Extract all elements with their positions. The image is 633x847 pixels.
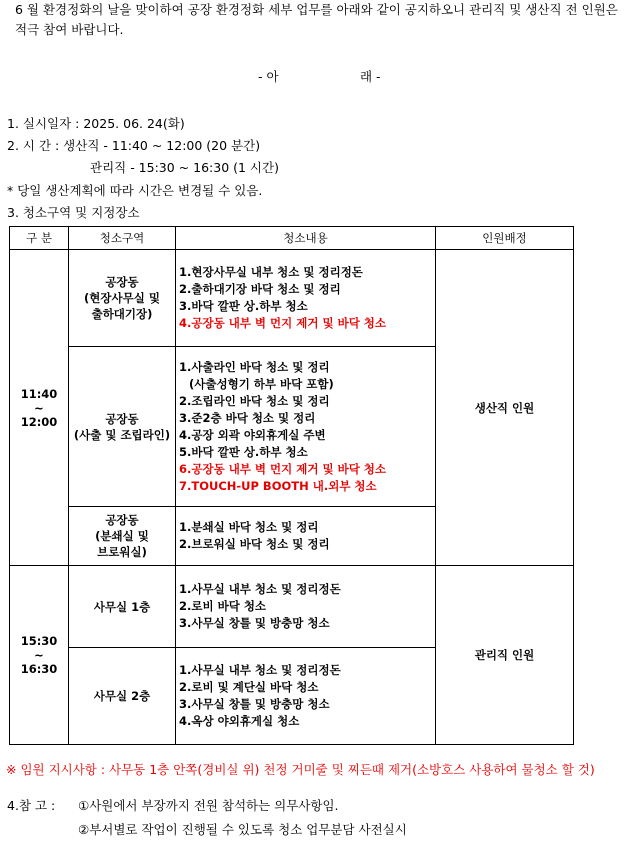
heading-right: 래 - xyxy=(360,69,381,84)
time-cell-production: 11:40 ~ 12:00 xyxy=(10,250,69,566)
item-zones-title: 3. 청소구역 및 지정장소 xyxy=(7,205,140,220)
header-content: 청소내용 xyxy=(176,227,436,250)
intro-paragraph: 6 월 환경정화의 날을 맞이하여 공장 환경정화 세부 업무를 아래와 같이 공지하오니 관리직 및 생산직 전 인원은 적극 참여 바랍니다. xyxy=(15,2,618,37)
zone-cell: 사무실 1층 xyxy=(69,566,176,648)
table-header-row xyxy=(10,227,574,250)
zone-cell: 공장동 (사출 및 조립라인) xyxy=(69,347,176,507)
reference-line-2: ②부서별로 작업이 진행될 수 있도록 청소 업무분담 사전실시 xyxy=(78,822,407,837)
cleaning-table xyxy=(9,226,574,745)
item-note: * 당일 생산계획에 따라 시간은 변경될 수 있음. xyxy=(7,183,263,198)
staff-cell-admin: 관리직 인원 xyxy=(436,566,574,745)
time-cell-admin: 15:30 ~ 16:30 xyxy=(10,566,69,745)
tasks-cell: 1.사출라인 바닥 청소 및 정리 (사출성형기 하부 바닥 포함) 2.조립라인 바닥 청소 및 정리 3.준2층 바닥 청소 및 정리 4.공장 외곽 야외휴게실 주변 5.바닥 깔판 상.하부 청소 6.공장동 내부 벽 먼지 제거 및 바닥 청소 7.TOUCH-UP BOOTH 내.외부 청소 xyxy=(176,347,436,507)
zone-cell: 공장동 (분쇄실 및 브로워실) xyxy=(69,507,176,566)
executive-notice: ※ 임원 지시사항 : 사무동 1층 안쪽(경비실 위) 천정 거미줄 및 찌든때 제거(소방호스 사용하여 물청소 할 것) xyxy=(6,762,595,777)
heading-left: - 아 xyxy=(258,69,279,84)
zone-cell: 사무실 2층 xyxy=(69,648,176,745)
tasks-cell: 1.현장사무실 내부 청소 및 정리정돈 2.출하대기장 바닥 청소 및 정리 3.바닥 깔판 상.하부 청소 4.공장동 내부 벽 먼지 제거 및 바닥 청소 xyxy=(176,250,436,347)
table-row xyxy=(10,566,574,648)
reference-label: 4.참 고 : xyxy=(7,798,56,813)
reference-line-1: ①사원에서 부장까지 전원 참석하는 의무사항임. xyxy=(78,798,339,813)
tasks-cell: 1.사무실 내부 청소 및 정리정돈 2.로비 바닥 청소 3.사무실 창틀 및 방충망 청소 xyxy=(176,566,436,648)
item-time-admin: 관리직 - 15:30 ~ 16:30 (1 시간) xyxy=(90,160,279,175)
item-time-production: 2. 시 간 : 생산직 - 11:40 ~ 12:00 (20 분간) xyxy=(7,138,261,153)
zone-cell: 공장동 (현장사무실 및 출하대기장) xyxy=(69,250,176,347)
tasks-cell: 1.사무실 내부 청소 및 정리정돈 2.로비 및 계단실 바닥 청소 3.사무실 창틀 및 방충망 청소 4.옥상 야외휴게실 청소 xyxy=(176,648,436,745)
staff-cell-production: 생산직 인원 xyxy=(436,250,574,566)
item-date: 1. 실시일자 : 2025. 06. 24(화) xyxy=(7,116,185,131)
table-row xyxy=(10,250,574,347)
header-zone: 청소구역 xyxy=(69,227,176,250)
header-staff: 인원배정 xyxy=(436,227,574,250)
tasks-cell: 1.분쇄실 바닥 청소 및 정리 2.브로워실 바닥 청소 및 정리 xyxy=(176,507,436,566)
header-division: 구 분 xyxy=(10,227,69,250)
